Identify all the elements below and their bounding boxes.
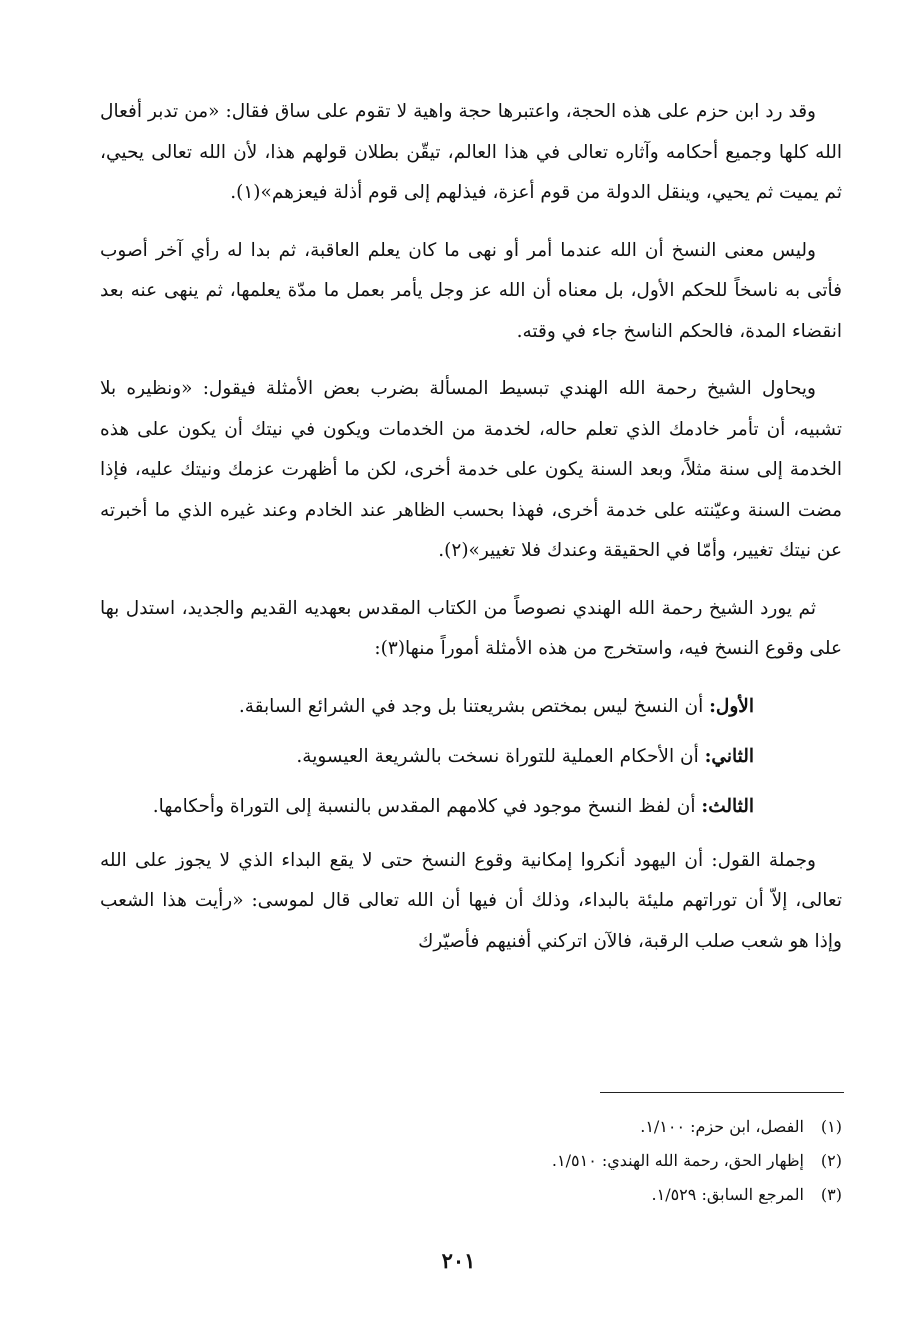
- list-item-third: [100, 787, 842, 827]
- footnote-3: [400, 1180, 842, 1210]
- paragraph-ibn-hazm: وقد رد ابن حزم على هذه الحجة، واعتبرها حجة واهية لا تقوم على ساق فقال: «من تدبر أفعال الله كلها وجميع أحكامه وآثاره تعالى في هذا العالم، تيقّن بطلان قولهم هذا، لأن الله تعالى يحيي، ثم يميت ثم يحيي، وينقل الدولة من قوم أعزة، فيذلهم إلى قوم أذلة فيعزهم»(١).: [100, 101, 842, 203]
- page-number: ٢٠١: [441, 1248, 476, 1273]
- paragraph-summary: وجملة القول: أن اليهود أنكروا إمكانية وقوع النسخ حتى لا يقع البداء الذي لا يجوز على الله تعالى، إلاّ أن توراتهم مليئة بالبداء، وذلك أن فيها أن الله تعالى قال لموسى: «رأيت هذا الشعب وإذا هو شعب صلب الرقبة، فالآن اتركني أفنيهم فأصيّرك: [100, 849, 842, 952]
- footnote-number: (١): [820, 1117, 842, 1136]
- footnotes: [400, 1112, 842, 1214]
- list-item-label: الأول:: [709, 695, 754, 717]
- paragraph-bible-texts: ثم يورد الشيخ رحمة الله الهندي نصوصاً من الكتاب المقدس بعهديه القديم والجديد، استدل بها على وقوع النسخ فيه، واستخرج من هذه الأمثلة أموراً منها(٣):: [100, 597, 842, 659]
- footnote-1: [400, 1112, 842, 1142]
- paragraph-meaning-of-naskh: وليس معنى النسخ أن الله عندما أمر أو نهى ما كان يعلم العاقبة، ثم بدا له رأي آخر أصوب فأتى به ناسخاً للحكم الأول، بل معناه أن الله عز وجل يأمر بعمل ما مدّة يعلمها، ثم ينهى عنه بعد انقضاء المدة، فالحكم الناسخ جاء في وقته.: [100, 239, 842, 342]
- list-item-text: أن الأحكام العملية للتوراة نسخت بالشريعة العيسوية.: [296, 745, 705, 767]
- footnote-text: الفصل، ابن حزم: ١/١٠٠.: [640, 1117, 804, 1136]
- paragraph-example-servant: ويحاول الشيخ رحمة الله الهندي تبسيط المسألة بضرب بعض الأمثلة فيقول: «ونظيره بلا تشبيه، أن تأمر خادمك الذي تعلم حاله، لخدمة من الخدمات ويكون في نيتك أن يكون على هذه الخدمة إلى سنة مثلاً، وبعد السنة يكون على خدمة أخرى، لكن ما أظهرت عزمك ونيتك عليه، فإذا مضت السنة وعيّنته على خدمة أخرى، فهذا بحسب الظاهر عند الخادم وعند غيره الذي ما أخبرته عن نيتك تغيير، وأمّا في الحقيقة وعندك فلا تغيير»(٢).: [100, 378, 842, 561]
- footnote-number: (٢): [820, 1151, 842, 1170]
- list-item-text: أن لفظ النسخ موجود في كلامهم المقدس بالنسبة إلى التوراة وأحكامها.: [152, 795, 702, 817]
- footnote-divider: [600, 1092, 844, 1093]
- list-item-second: [100, 737, 842, 777]
- list-item-label: الثالث:: [701, 795, 754, 817]
- footnote-2: [400, 1146, 842, 1176]
- list-item-text: أن النسخ ليس بمختص بشريعتنا بل وجد في الشرائع السابقة.: [238, 695, 710, 717]
- footnote-text: المرجع السابق: ١/٥٢٩.: [651, 1185, 804, 1204]
- footnote-text: إظهار الحق، رحمة الله الهندي: ١/٥١٠.: [551, 1151, 804, 1170]
- list-item-label: الثاني:: [704, 745, 754, 767]
- footnote-number: (٣): [820, 1185, 842, 1204]
- main-text: [100, 92, 842, 979]
- list-item-first: [100, 687, 842, 727]
